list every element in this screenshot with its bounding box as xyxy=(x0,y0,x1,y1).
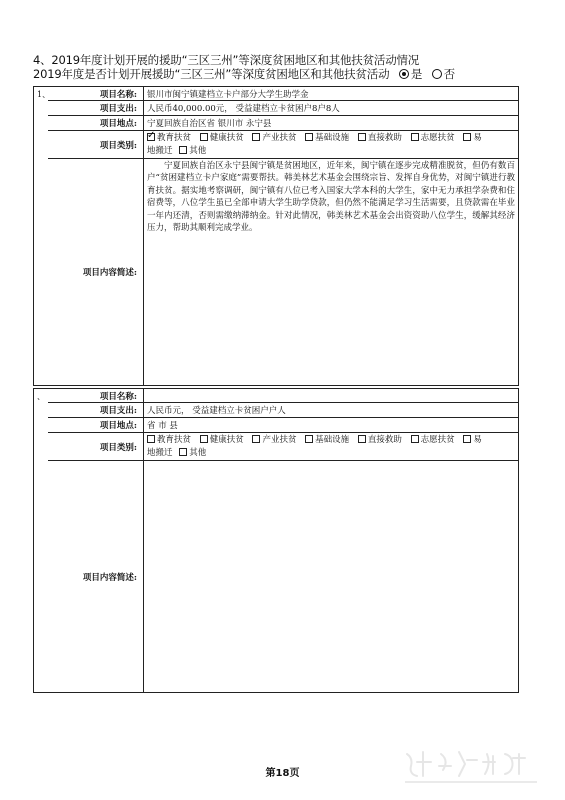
category-checkbox[interactable] xyxy=(463,133,471,141)
yes-label: 是 xyxy=(410,67,423,81)
category-option-label: 其他 xyxy=(189,447,207,458)
category-option-label: 直接救助 xyxy=(367,434,402,445)
category-option-label: 产业扶贫 xyxy=(262,434,297,445)
category-option-label: 基础设施 xyxy=(315,434,350,445)
category-option-label: 其他 xyxy=(189,145,207,156)
category-checkbox[interactable] xyxy=(147,133,155,141)
category-option-label: 易 xyxy=(473,434,482,445)
section-question xyxy=(33,67,455,81)
description-label: 项目内容简述: xyxy=(48,461,144,693)
expense-label: 项目支出: xyxy=(48,403,144,418)
category-option-label: 志愿扶贫 xyxy=(420,132,455,143)
section-title: 4、2019年度计划开展的援助“三区三州”等深度贫困地区和其他扶贫活动情况 xyxy=(33,53,420,67)
page-number: 第18页 xyxy=(265,768,300,779)
project-table-2 xyxy=(33,388,519,693)
category-checkbox[interactable] xyxy=(358,435,366,443)
category-checkbox[interactable] xyxy=(411,435,419,443)
project-location-field[interactable]: 宁夏回族自治区省 银川市 永宁县 xyxy=(144,116,519,131)
project-expense-field[interactable]: 人民币40,000.00元， 受益建档立卡贫困户8户8人 xyxy=(144,101,519,116)
category-label: 项目类别: xyxy=(48,131,144,159)
category-option-label: 直接救助 xyxy=(367,132,402,143)
category-checkbox[interactable] xyxy=(463,435,471,443)
name-label: 项目名称: xyxy=(48,87,144,101)
category-checkbox[interactable] xyxy=(200,133,208,141)
category-checkbox[interactable] xyxy=(305,133,313,141)
name-label: 项目名称: xyxy=(48,389,144,403)
no-radio[interactable] xyxy=(432,69,442,79)
category-options xyxy=(144,433,519,461)
category-checkbox[interactable] xyxy=(305,435,313,443)
category-checkbox[interactable] xyxy=(179,448,187,456)
category-checkbox[interactable] xyxy=(252,133,260,141)
category-option-label: 教育扶贫 xyxy=(157,132,192,143)
category-option-label: 易 xyxy=(473,132,482,143)
expense-label: 项目支出: xyxy=(48,101,144,116)
category-options xyxy=(144,131,519,159)
category-option-label: 地搬迁 xyxy=(147,145,173,156)
category-label: 项目类别: xyxy=(48,433,144,461)
project-name-field[interactable]: 银川市闽宁镇建档立卡户部分大学生助学金 xyxy=(144,87,519,101)
project-name-field[interactable] xyxy=(144,389,519,403)
project-description-field[interactable] xyxy=(144,461,519,693)
category-option-label: 地搬迁 xyxy=(147,447,173,458)
location-label: 项目地点: xyxy=(48,116,144,131)
category-option-label: 志愿扶贫 xyxy=(420,434,455,445)
description-label: 项目内容简述: xyxy=(48,159,144,386)
location-label: 项目地点: xyxy=(48,418,144,433)
category-option-label: 教育扶贫 xyxy=(157,434,192,445)
watermark-logo xyxy=(401,746,541,788)
project-location-field[interactable]: 省 市 县 xyxy=(144,418,519,433)
project-index: 1、 xyxy=(34,87,48,386)
no-label: 否 xyxy=(443,67,455,81)
category-checkbox[interactable] xyxy=(252,435,260,443)
category-option-label: 产业扶贫 xyxy=(262,132,297,143)
yes-radio[interactable] xyxy=(399,69,409,79)
category-checkbox[interactable] xyxy=(147,435,155,443)
project-expense-field[interactable]: 人民币元， 受益建档立卡贫困户户人 xyxy=(144,403,519,418)
category-option-label: 健康扶贫 xyxy=(209,434,244,445)
category-checkbox[interactable] xyxy=(411,133,419,141)
category-checkbox[interactable] xyxy=(200,435,208,443)
project-table-1 xyxy=(33,86,519,386)
project-index: 、 xyxy=(34,389,48,693)
category-option-label: 基础设施 xyxy=(315,132,350,143)
category-option-label: 健康扶贫 xyxy=(209,132,244,143)
category-checkbox[interactable] xyxy=(358,133,366,141)
project-description-field[interactable]: 宁夏回族自治区永宁县闽宁镇是贫困地区，近年来，闽宁镇在逐步完成精准脱贫，但仍有数百户“贫困建档立卡户家庭”需要帮扶。韩美林艺术基金会围绕宗旨、发挥自身优势，对闽宁镇进行教育扶贫。据实地考察调研，闽宁镇有八位已考入国家大学本科的大学生，家中无力承担学杂费和住宿费等，八位学生虽已全部申请大学生助学贷款，但仍然不能满足学习生活需要，且贷款需在毕业一年内还清，否则需缴纳滞纳金。针对此情况，韩美林艺术基金会出资资助八位学生，缓解其经济压力，帮助其顺利完成学业。 xyxy=(144,159,519,386)
question-text: 2019年度是否计划开展援助“三区三州”等深度贫困地区和其他扶贫活动 xyxy=(33,67,390,81)
category-checkbox[interactable] xyxy=(179,146,187,154)
